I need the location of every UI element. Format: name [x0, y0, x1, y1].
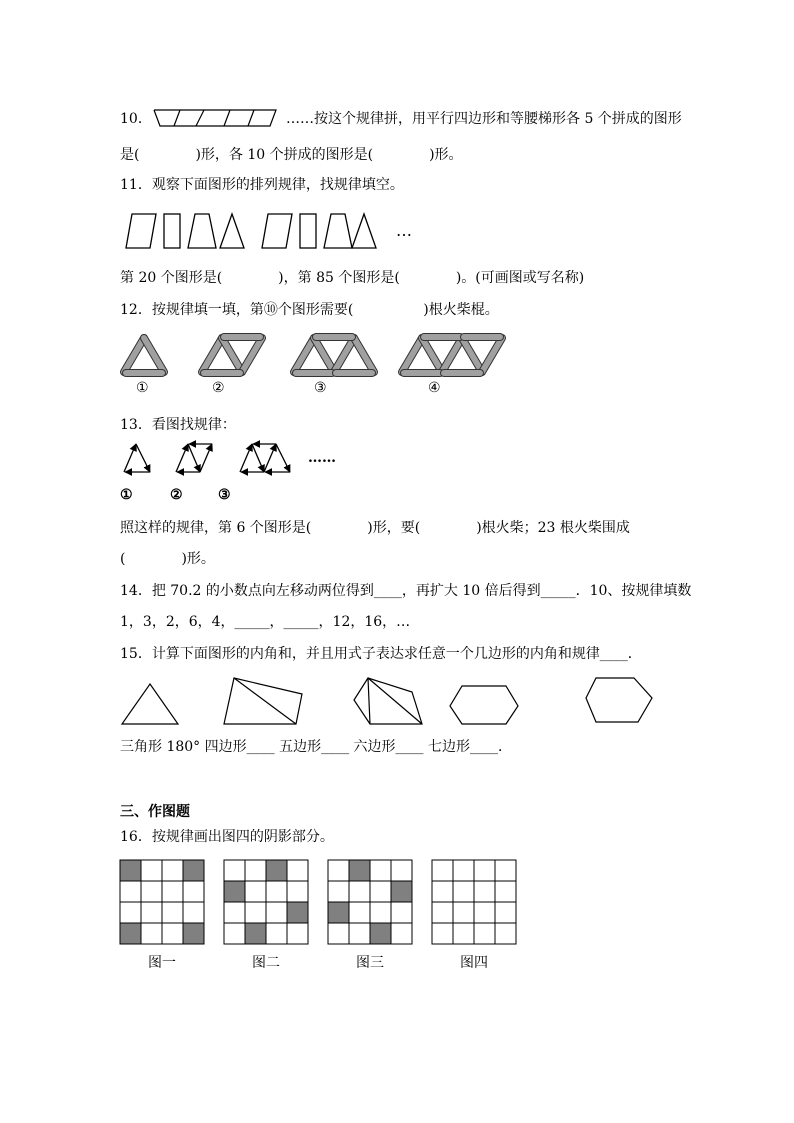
- grid-4: [432, 860, 516, 944]
- matchstick-figure-1: [124, 338, 164, 373]
- q12-label-2: ②: [212, 380, 225, 396]
- q12-title: 12．按规律填一填，第⑩个图形需要( )根火柴棍。: [120, 302, 499, 318]
- q15-title: 15．计算下面图形的内角和，并且用式子表达求任意一个几边形的内角和规律____．: [120, 646, 642, 662]
- grid-cell: [245, 902, 266, 923]
- grid-cell: [162, 923, 183, 944]
- grid-cell: [474, 923, 495, 944]
- grid-cell: [391, 860, 412, 881]
- grid-cell: [453, 923, 474, 944]
- q10-fill-line: 是( )形，各 10 个拼成的图形是( )形。: [120, 147, 463, 163]
- q13-title: 13．看图找规律：: [120, 417, 236, 433]
- triangle-shape: [122, 684, 178, 724]
- grid-cell: [453, 902, 474, 923]
- grid-cell: [432, 881, 453, 902]
- grid-cell: [224, 923, 245, 944]
- grid-cell: [349, 902, 370, 923]
- rectangle-shape: [164, 214, 180, 248]
- grid-cell: [432, 923, 453, 944]
- grid-cell: [162, 902, 183, 923]
- quadrilateral-shape: [224, 678, 302, 724]
- q11-fill: 第 20 个图形是( )，第 85 个图形是( )。(可画图或写名称): [120, 270, 585, 286]
- grid-cell: [432, 860, 453, 881]
- shaded-cell: [287, 902, 308, 923]
- grid-cell: [266, 902, 287, 923]
- rectangle-shape: [300, 214, 316, 248]
- grid-cell: [495, 902, 516, 923]
- grid-cell: [266, 923, 287, 944]
- q10-text: ……按这个规律拼，用平行四边形和等腰梯形各 5 个拼成的图形: [286, 111, 682, 127]
- grid-cell: [224, 860, 245, 881]
- grid-cell: [120, 881, 141, 902]
- q12-matchstick-figures: [118, 336, 498, 378]
- grid-cell: [328, 923, 349, 944]
- grid-1: [120, 860, 204, 944]
- q15-answers: 三角形 180° 四边形____ 五边形____ 六边形____ 七边形____．: [120, 739, 512, 755]
- triangle-shape: [220, 214, 244, 248]
- shaded-cell: [370, 923, 391, 944]
- grid-cell: [495, 923, 516, 944]
- shaded-cell: [349, 860, 370, 881]
- grid-cell: [474, 902, 495, 923]
- parallelogram-shape: [126, 214, 156, 248]
- grid-cell: [224, 902, 245, 923]
- grid-cell: [162, 881, 183, 902]
- grid-cell: [287, 860, 308, 881]
- heptagon-shape: [586, 678, 652, 722]
- q10-trapezoid-strip: [150, 108, 280, 128]
- grid-cell: [370, 860, 391, 881]
- grid-cell: [495, 860, 516, 881]
- q16-grids: [120, 860, 520, 946]
- q13-label-1: ①: [120, 487, 133, 503]
- grid-cell: [391, 923, 412, 944]
- grid-cell: [474, 860, 495, 881]
- grid-cell: [183, 881, 204, 902]
- grid-cell: [453, 860, 474, 881]
- grid-cell: [141, 881, 162, 902]
- grid-cell: [432, 902, 453, 923]
- shaded-cell: [224, 881, 245, 902]
- grid-cell: [328, 860, 349, 881]
- q16-caption-2: 图二: [252, 955, 280, 971]
- grid-cell: [391, 902, 412, 923]
- grid-2: [224, 860, 308, 944]
- grid-cell: [287, 881, 308, 902]
- triangle-shape: [352, 214, 376, 248]
- q13-arrow-triangles: [120, 440, 320, 480]
- hexagon-shape: [450, 686, 518, 724]
- grid-cell: [245, 860, 266, 881]
- grid-cell: [453, 881, 474, 902]
- q13-ellipsis: ……: [308, 450, 336, 466]
- matchstick-figure-2: [202, 337, 262, 373]
- q12-label-1: ①: [136, 380, 149, 396]
- q16-title: 16．按规律画出图四的阴影部分。: [120, 829, 334, 845]
- grid-cell: [370, 902, 391, 923]
- grid-cell: [162, 860, 183, 881]
- grid-cell: [328, 881, 349, 902]
- shaded-cell: [120, 923, 141, 944]
- grid-cell: [120, 902, 141, 923]
- grid-cell: [474, 881, 495, 902]
- grid-cell: [495, 881, 516, 902]
- trapezoid-shape: [188, 214, 216, 248]
- grid-cell: [245, 881, 266, 902]
- grid-cell: [141, 923, 162, 944]
- grid-cell: [266, 881, 287, 902]
- q14-line1: 14．把 70.2 的小数点向左移动两位得到____，再扩大 10 倍后得到_____．10、按规律填数: [120, 583, 692, 599]
- parallelogram-shape: [262, 214, 292, 248]
- shaded-cell: [328, 902, 349, 923]
- matchstick-figure-4: [402, 337, 502, 373]
- q12-label-4: ④: [428, 380, 441, 396]
- shaded-cell: [120, 860, 141, 881]
- grid-cell: [141, 860, 162, 881]
- grid-cell: [183, 902, 204, 923]
- q15-polygons: [120, 672, 660, 732]
- q16-caption-1: 图一: [148, 955, 176, 971]
- q16-caption-4: 图四: [460, 955, 488, 971]
- q11-ellipsis: …: [396, 221, 412, 240]
- q12-label-3: ③: [314, 380, 327, 396]
- q16-caption-3: 图三: [356, 955, 384, 971]
- shaded-cell: [245, 923, 266, 944]
- grid-3: [328, 860, 412, 944]
- shaded-cell: [183, 860, 204, 881]
- grid-cell: [287, 923, 308, 944]
- grid-cell: [370, 881, 391, 902]
- shaded-cell: [266, 860, 287, 881]
- grid-cell: [141, 902, 162, 923]
- q13-line1: 照这样的规律，第 6 个图形是( )形，要( )根火柴；23 根火柴围成: [120, 520, 630, 536]
- shaded-cell: [391, 881, 412, 902]
- matchstick-figure-3: [294, 337, 374, 373]
- q14-line2: 1，3，2，6，4，_____，_____，12，16，…: [120, 614, 411, 630]
- q13-label-2: ②: [170, 487, 183, 503]
- section-heading: 三、作图题: [120, 804, 190, 820]
- trapezoid-shape: [324, 214, 352, 248]
- q11-shape-sequence: [120, 212, 400, 252]
- q13-label-3: ③: [218, 487, 231, 503]
- q13-line2: ( )形。: [120, 551, 215, 567]
- grid-cell: [349, 923, 370, 944]
- shaded-cell: [183, 923, 204, 944]
- q10-number: 10．: [120, 111, 152, 127]
- grid-cell: [349, 881, 370, 902]
- pentagon-shape: [354, 678, 422, 724]
- q11-title: 11．观察下面图形的排列规律，找规律填空。: [120, 177, 404, 193]
